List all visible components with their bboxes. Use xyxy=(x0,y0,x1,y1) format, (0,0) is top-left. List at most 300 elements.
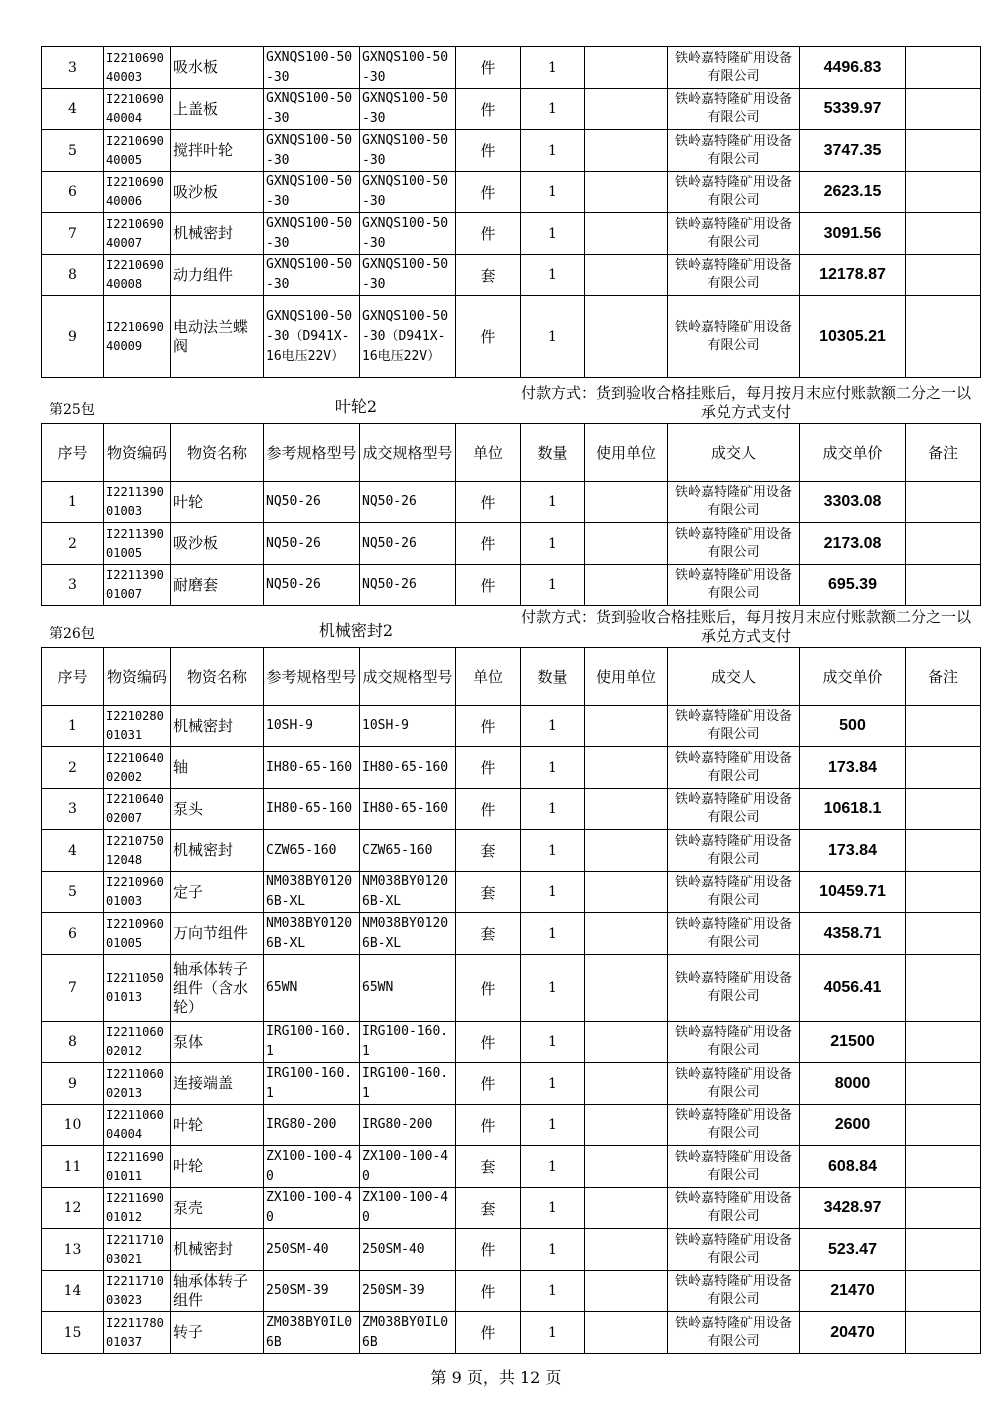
using-unit xyxy=(585,1105,668,1146)
row-index: 6 xyxy=(42,913,104,955)
trader: 铁岭嘉特隆矿用设备有限公司 xyxy=(668,172,800,213)
unit: 件 xyxy=(456,89,521,130)
quantity: 1 xyxy=(521,1022,585,1063)
table-row xyxy=(42,955,981,1022)
unit-price: 695.39 xyxy=(800,565,906,606)
unit-price: 173.84 xyxy=(800,830,906,872)
unit: 件 xyxy=(456,296,521,378)
deal-spec: IRG80-200 xyxy=(360,1105,456,1146)
reference-spec: NQ50-26 xyxy=(264,565,360,606)
header-deal-spec: 成交规格型号 xyxy=(360,424,456,482)
quantity: 1 xyxy=(521,706,585,747)
table-row xyxy=(42,706,981,747)
row-index: 2 xyxy=(42,523,104,565)
quantity: 1 xyxy=(521,523,585,565)
unit-price: 523.47 xyxy=(800,1229,906,1271)
material-name: 转子 xyxy=(171,1312,264,1354)
using-unit xyxy=(585,482,668,523)
using-unit xyxy=(585,47,668,89)
remark xyxy=(906,1271,981,1312)
using-unit xyxy=(585,130,668,172)
quantity: 1 xyxy=(521,1146,585,1188)
unit-price: 3747.35 xyxy=(800,130,906,172)
table-row xyxy=(42,130,981,172)
header-quantity: 数量 xyxy=(521,648,585,706)
deal-spec: GXNQS100-50-30 xyxy=(360,130,456,172)
unit: 件 xyxy=(456,213,521,255)
reference-spec: IRG80-200 xyxy=(264,1105,360,1146)
deal-spec: IH80-65-160 xyxy=(360,789,456,830)
unit-price: 21470 xyxy=(800,1271,906,1312)
material-name: 叶轮 xyxy=(171,482,264,523)
material-code: I221069040004 xyxy=(104,89,171,130)
using-unit xyxy=(585,789,668,830)
material-name: 吸沙板 xyxy=(171,172,264,213)
unit: 件 xyxy=(456,172,521,213)
package-number: 第25包 xyxy=(49,402,95,418)
quantity: 1 xyxy=(521,213,585,255)
trader: 铁岭嘉特隆矿用设备有限公司 xyxy=(668,213,800,255)
unit: 套 xyxy=(456,1146,521,1188)
material-name: 电动法兰蝶阀 xyxy=(171,296,264,378)
material-code: I221064002002 xyxy=(104,747,171,789)
unit: 件 xyxy=(456,523,521,565)
unit: 件 xyxy=(456,1312,521,1354)
using-unit xyxy=(585,172,668,213)
material-name: 机械密封 xyxy=(171,830,264,872)
reference-spec: CZW65-160 xyxy=(264,830,360,872)
material-name: 轴承体转子组件（含水轮） xyxy=(171,955,264,1022)
remark xyxy=(906,1312,981,1354)
reference-spec: NM038BY01206B-XL xyxy=(264,913,360,955)
trader: 铁岭嘉特隆矿用设备有限公司 xyxy=(668,913,800,955)
material-name: 耐磨套 xyxy=(171,565,264,606)
row-index: 4 xyxy=(42,89,104,130)
deal-spec: CZW65-160 xyxy=(360,830,456,872)
deal-spec: GXNQS100-50-30 xyxy=(360,213,456,255)
quantity: 1 xyxy=(521,255,585,296)
remark xyxy=(906,1229,981,1271)
unit: 件 xyxy=(456,1022,521,1063)
unit-price: 2623.15 xyxy=(800,172,906,213)
unit: 套 xyxy=(456,830,521,872)
deal-spec: 65WN xyxy=(360,955,456,1022)
deal-spec: NQ50-26 xyxy=(360,523,456,565)
deal-spec: GXNQS100-50-30 xyxy=(360,47,456,89)
material-code: I221028001031 xyxy=(104,706,171,747)
items-table-continued xyxy=(41,46,981,378)
using-unit xyxy=(585,1146,668,1188)
table-row xyxy=(42,789,981,830)
unit-price: 12178.87 xyxy=(800,255,906,296)
unit: 套 xyxy=(456,1188,521,1229)
header-quantity: 数量 xyxy=(521,424,585,482)
reference-spec: 250SM-39 xyxy=(264,1271,360,1312)
remark xyxy=(906,172,981,213)
material-code: I221064002007 xyxy=(104,789,171,830)
using-unit xyxy=(585,1229,668,1271)
row-index: 11 xyxy=(42,1146,104,1188)
material-code: I221069040005 xyxy=(104,130,171,172)
material-name: 轴承体转子组件 xyxy=(171,1271,264,1312)
material-name: 机械密封 xyxy=(171,706,264,747)
table-row xyxy=(42,1229,981,1271)
material-code: I221069040008 xyxy=(104,255,171,296)
unit: 件 xyxy=(456,47,521,89)
quantity: 1 xyxy=(521,1312,585,1354)
deal-spec: IRG100-160.1 xyxy=(360,1022,456,1063)
quantity: 1 xyxy=(521,89,585,130)
reference-spec: IRG100-160.1 xyxy=(264,1022,360,1063)
header-unit-price: 成交单价 xyxy=(800,424,906,482)
unit-price: 20470 xyxy=(800,1312,906,1354)
trader: 铁岭嘉特隆矿用设备有限公司 xyxy=(668,872,800,913)
row-index: 2 xyxy=(42,747,104,789)
material-name: 叶轮 xyxy=(171,1146,264,1188)
unit-price: 10618.1 xyxy=(800,789,906,830)
material-code: I221106002013 xyxy=(104,1063,171,1105)
row-index: 10 xyxy=(42,1105,104,1146)
deal-spec: NQ50-26 xyxy=(360,565,456,606)
table-row xyxy=(42,1105,981,1146)
unit-price: 2173.08 xyxy=(800,523,906,565)
remark xyxy=(906,47,981,89)
package-title: 机械密封2 xyxy=(318,621,394,640)
trader: 铁岭嘉特隆矿用设备有限公司 xyxy=(668,482,800,523)
remark xyxy=(906,89,981,130)
table-row xyxy=(42,47,981,89)
material-code: I221171003023 xyxy=(104,1271,171,1312)
material-name: 连接端盖 xyxy=(171,1063,264,1105)
material-code: I221139001005 xyxy=(104,523,171,565)
quantity: 1 xyxy=(521,872,585,913)
table-row xyxy=(42,1146,981,1188)
material-code: I221139001003 xyxy=(104,482,171,523)
header-remark: 备注 xyxy=(906,424,981,482)
table-row xyxy=(42,1271,981,1312)
using-unit xyxy=(585,523,668,565)
material-name: 机械密封 xyxy=(171,213,264,255)
header-material-name: 物资名称 xyxy=(171,424,264,482)
quantity: 1 xyxy=(521,296,585,378)
header-trader: 成交人 xyxy=(668,424,800,482)
row-index: 12 xyxy=(42,1188,104,1229)
table-body xyxy=(42,482,981,606)
header-row xyxy=(42,648,981,706)
package-26-header xyxy=(41,606,980,646)
trader: 铁岭嘉特隆矿用设备有限公司 xyxy=(668,955,800,1022)
trader: 铁岭嘉特隆矿用设备有限公司 xyxy=(668,747,800,789)
unit-price: 2600 xyxy=(800,1105,906,1146)
remark xyxy=(906,830,981,872)
row-index: 3 xyxy=(42,565,104,606)
reference-spec: GXNQS100-50-30 xyxy=(264,213,360,255)
reference-spec: 65WN xyxy=(264,955,360,1022)
material-code: I221139001007 xyxy=(104,565,171,606)
reference-spec: GXNQS100-50-30 xyxy=(264,47,360,89)
trader: 铁岭嘉特隆矿用设备有限公司 xyxy=(668,1022,800,1063)
using-unit xyxy=(585,830,668,872)
table-row xyxy=(42,255,981,296)
unit-price: 4358.71 xyxy=(800,913,906,955)
row-index: 14 xyxy=(42,1271,104,1312)
table-row xyxy=(42,830,981,872)
trader: 铁岭嘉特隆矿用设备有限公司 xyxy=(668,706,800,747)
reference-spec: 250SM-40 xyxy=(264,1229,360,1271)
material-code: I221096001003 xyxy=(104,872,171,913)
unit: 套 xyxy=(456,255,521,296)
quantity: 1 xyxy=(521,47,585,89)
package-26-table xyxy=(41,647,981,1354)
reference-spec: GXNQS100-50-30（D941X-16电压22V） xyxy=(264,296,360,378)
table-row xyxy=(42,523,981,565)
reference-spec: IH80-65-160 xyxy=(264,789,360,830)
header-using-unit: 使用单位 xyxy=(585,648,668,706)
table-row xyxy=(42,482,981,523)
package-number: 第26包 xyxy=(49,626,95,642)
table-row xyxy=(42,1188,981,1229)
unit: 件 xyxy=(456,747,521,789)
remark xyxy=(906,565,981,606)
remark xyxy=(906,1105,981,1146)
deal-spec: GXNQS100-50-30 xyxy=(360,255,456,296)
reference-spec: ZM038BY0IL06B xyxy=(264,1312,360,1354)
payment-terms: 付款方式：货到验收合格挂账后，每月按月末应付账款额二分之一以承兑方式支付 xyxy=(520,384,971,421)
header-material-name: 物资名称 xyxy=(171,648,264,706)
material-code: I221169001011 xyxy=(104,1146,171,1188)
row-index: 8 xyxy=(42,1022,104,1063)
material-name: 泵体 xyxy=(171,1022,264,1063)
unit-price: 4496.83 xyxy=(800,47,906,89)
deal-spec: GXNQS100-50-30 xyxy=(360,89,456,130)
material-name: 机械密封 xyxy=(171,1229,264,1271)
trader: 铁岭嘉特隆矿用设备有限公司 xyxy=(668,523,800,565)
trader: 铁岭嘉特隆矿用设备有限公司 xyxy=(668,1063,800,1105)
header-row-index: 序号 xyxy=(42,648,104,706)
table-row xyxy=(42,1063,981,1105)
trader: 铁岭嘉特隆矿用设备有限公司 xyxy=(668,1105,800,1146)
row-index: 5 xyxy=(42,872,104,913)
remark xyxy=(906,706,981,747)
trader: 铁岭嘉特隆矿用设备有限公司 xyxy=(668,565,800,606)
quantity: 1 xyxy=(521,1188,585,1229)
row-index: 3 xyxy=(42,789,104,830)
material-name: 万向节组件 xyxy=(171,913,264,955)
trader: 铁岭嘉特隆矿用设备有限公司 xyxy=(668,296,800,378)
row-index: 6 xyxy=(42,172,104,213)
remark xyxy=(906,872,981,913)
header-material-code: 物资编码 xyxy=(104,648,171,706)
unit-price: 8000 xyxy=(800,1063,906,1105)
using-unit xyxy=(585,872,668,913)
row-index: 15 xyxy=(42,1312,104,1354)
remark xyxy=(906,789,981,830)
header-unit-price: 成交单价 xyxy=(800,648,906,706)
remark xyxy=(906,296,981,378)
header-trader: 成交人 xyxy=(668,648,800,706)
material-name: 搅拌叶轮 xyxy=(171,130,264,172)
remark xyxy=(906,913,981,955)
reference-spec: ZX100-100-40 xyxy=(264,1188,360,1229)
unit: 件 xyxy=(456,1229,521,1271)
using-unit xyxy=(585,913,668,955)
quantity: 1 xyxy=(521,955,585,1022)
trader: 铁岭嘉特隆矿用设备有限公司 xyxy=(668,1312,800,1354)
material-code: I221178001037 xyxy=(104,1312,171,1354)
material-code: I221069040003 xyxy=(104,47,171,89)
remark xyxy=(906,1063,981,1105)
unit-price: 3428.97 xyxy=(800,1188,906,1229)
using-unit xyxy=(585,565,668,606)
deal-spec: IRG100-160.1 xyxy=(360,1063,456,1105)
reference-spec: NM038BY01206B-XL xyxy=(264,872,360,913)
page-footer: 第 9 页，共 12 页 xyxy=(430,1368,562,1387)
material-name: 叶轮 xyxy=(171,1105,264,1146)
package-25-table xyxy=(41,423,981,606)
row-index: 1 xyxy=(42,706,104,747)
table-row xyxy=(42,89,981,130)
reference-spec: IRG100-160.1 xyxy=(264,1063,360,1105)
row-index: 5 xyxy=(42,130,104,172)
material-name: 定子 xyxy=(171,872,264,913)
quantity: 1 xyxy=(521,482,585,523)
using-unit xyxy=(585,255,668,296)
unit: 件 xyxy=(456,955,521,1022)
unit-price: 5339.97 xyxy=(800,89,906,130)
header-remark: 备注 xyxy=(906,648,981,706)
deal-spec: NM038BY01206B-XL xyxy=(360,913,456,955)
material-code: I221096001005 xyxy=(104,913,171,955)
using-unit xyxy=(585,1063,668,1105)
using-unit xyxy=(585,706,668,747)
reference-spec: GXNQS100-50-30 xyxy=(264,172,360,213)
row-index: 7 xyxy=(42,213,104,255)
row-index: 9 xyxy=(42,1063,104,1105)
deal-spec: NQ50-26 xyxy=(360,482,456,523)
unit-price: 608.84 xyxy=(800,1146,906,1188)
deal-spec: 250SM-39 xyxy=(360,1271,456,1312)
table-row xyxy=(42,565,981,606)
trader: 铁岭嘉特隆矿用设备有限公司 xyxy=(668,130,800,172)
material-name: 轴 xyxy=(171,747,264,789)
material-code: I221106002012 xyxy=(104,1022,171,1063)
material-code: I221069040006 xyxy=(104,172,171,213)
quantity: 1 xyxy=(521,130,585,172)
header-deal-spec: 成交规格型号 xyxy=(360,648,456,706)
using-unit xyxy=(585,296,668,378)
table-row xyxy=(42,172,981,213)
row-index: 3 xyxy=(42,47,104,89)
unit-price: 10305.21 xyxy=(800,296,906,378)
remark xyxy=(906,523,981,565)
unit: 件 xyxy=(456,1271,521,1312)
unit-price: 3303.08 xyxy=(800,482,906,523)
unit-price: 173.84 xyxy=(800,747,906,789)
row-index: 13 xyxy=(42,1229,104,1271)
unit: 套 xyxy=(456,913,521,955)
remark xyxy=(906,1022,981,1063)
material-code: I221075012048 xyxy=(104,830,171,872)
using-unit xyxy=(585,1022,668,1063)
header-material-code: 物资编码 xyxy=(104,424,171,482)
row-index: 8 xyxy=(42,255,104,296)
header-unit: 单位 xyxy=(456,648,521,706)
unit: 套 xyxy=(456,872,521,913)
header-unit: 单位 xyxy=(456,424,521,482)
remark xyxy=(906,482,981,523)
row-index: 7 xyxy=(42,955,104,1022)
unit: 件 xyxy=(456,482,521,523)
package-25-header xyxy=(41,382,980,422)
quantity: 1 xyxy=(521,1105,585,1146)
using-unit xyxy=(585,747,668,789)
reference-spec: GXNQS100-50-30 xyxy=(264,89,360,130)
deal-spec: ZX100-100-40 xyxy=(360,1146,456,1188)
using-unit xyxy=(585,1312,668,1354)
trader: 铁岭嘉特隆矿用设备有限公司 xyxy=(668,789,800,830)
deal-spec: 250SM-40 xyxy=(360,1229,456,1271)
reference-spec: GXNQS100-50-30 xyxy=(264,255,360,296)
reference-spec: 10SH-9 xyxy=(264,706,360,747)
material-code: I221106004004 xyxy=(104,1105,171,1146)
quantity: 1 xyxy=(521,789,585,830)
trader: 铁岭嘉特隆矿用设备有限公司 xyxy=(668,1188,800,1229)
deal-spec: ZX100-100-40 xyxy=(360,1188,456,1229)
reference-spec: ZX100-100-40 xyxy=(264,1146,360,1188)
unit-price: 500 xyxy=(800,706,906,747)
trader: 铁岭嘉特隆矿用设备有限公司 xyxy=(668,255,800,296)
unit-price: 10459.71 xyxy=(800,872,906,913)
quantity: 1 xyxy=(521,1229,585,1271)
reference-spec: NQ50-26 xyxy=(264,482,360,523)
unit: 件 xyxy=(456,706,521,747)
trader: 铁岭嘉特隆矿用设备有限公司 xyxy=(668,1229,800,1271)
row-index: 9 xyxy=(42,296,104,378)
reference-spec: IH80-65-160 xyxy=(264,747,360,789)
unit: 件 xyxy=(456,789,521,830)
trader: 铁岭嘉特隆矿用设备有限公司 xyxy=(668,89,800,130)
deal-spec: ZM038BY0IL06B xyxy=(360,1312,456,1354)
material-name: 动力组件 xyxy=(171,255,264,296)
row-index: 1 xyxy=(42,482,104,523)
header-row-index: 序号 xyxy=(42,424,104,482)
remark xyxy=(906,255,981,296)
header-row xyxy=(42,424,981,482)
row-index: 4 xyxy=(42,830,104,872)
material-name: 泵壳 xyxy=(171,1188,264,1229)
trader: 铁岭嘉特隆矿用设备有限公司 xyxy=(668,1271,800,1312)
unit: 件 xyxy=(456,1105,521,1146)
deal-spec: NM038BY01206B-XL xyxy=(360,872,456,913)
unit: 件 xyxy=(456,1063,521,1105)
unit: 件 xyxy=(456,565,521,606)
header-using-unit: 使用单位 xyxy=(585,424,668,482)
unit-price: 4056.41 xyxy=(800,955,906,1022)
material-name: 吸沙板 xyxy=(171,523,264,565)
quantity: 1 xyxy=(521,172,585,213)
material-name: 泵头 xyxy=(171,789,264,830)
reference-spec: NQ50-26 xyxy=(264,523,360,565)
deal-spec: GXNQS100-50-30 xyxy=(360,172,456,213)
payment-terms: 付款方式：货到验收合格挂账后，每月按月末应付账款额二分之一以承兑方式支付 xyxy=(520,608,971,645)
material-code: I221171003021 xyxy=(104,1229,171,1271)
unit-price: 3091.56 xyxy=(800,213,906,255)
material-name: 吸水板 xyxy=(171,47,264,89)
remark xyxy=(906,747,981,789)
deal-spec: GXNQS100-50-30（D941X-16电压22V） xyxy=(360,296,456,378)
trader: 铁岭嘉特隆矿用设备有限公司 xyxy=(668,830,800,872)
table-row xyxy=(42,213,981,255)
